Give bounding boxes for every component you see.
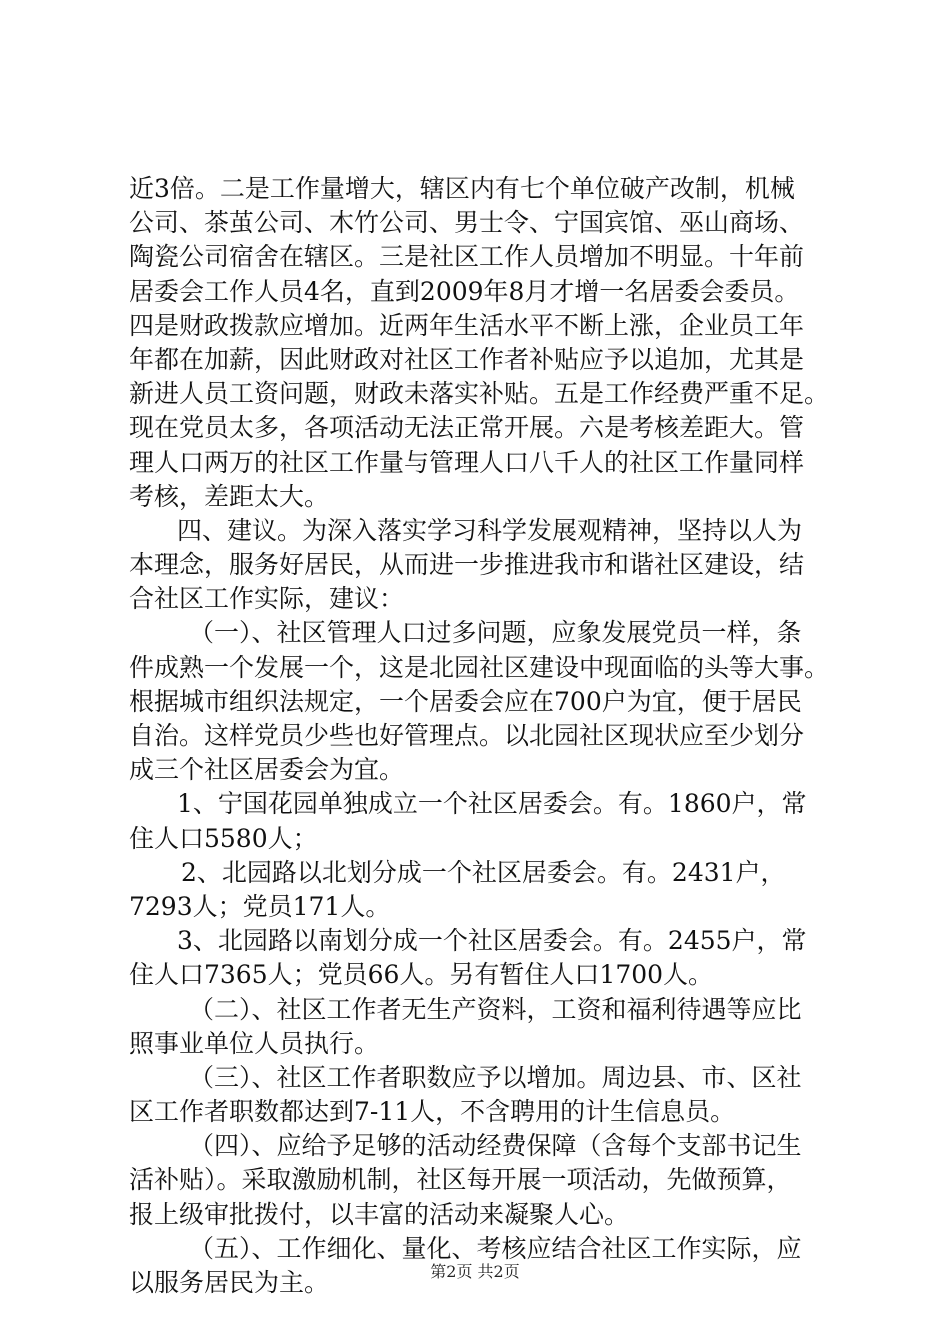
text-line: 理人口两万的社区工作量与管理人口八千人的社区工作量同样 bbox=[129, 447, 805, 477]
item-heading-line: （四）、应给予足够的活动经费保障（含每个支部书记生 bbox=[189, 1131, 802, 1161]
section-heading-line: 四、建议。为深入落实学习科学发展观精神，坚持以人为 bbox=[177, 515, 803, 545]
list-item-line: 1、宁国花园单独成立一个社区居委会。有。1860户，常 bbox=[177, 789, 807, 819]
text-line: 公司、茶茧公司、木竹公司、男士令、宁国宾馆、巫山商场、 bbox=[129, 208, 805, 238]
text-line: 区工作者职数都达到7-11人，不含聘用的计生信息员。 bbox=[129, 1097, 736, 1127]
text-line: 以服务居民为主。 bbox=[129, 1268, 330, 1297]
text-line: 自治。这样党员少些也好管理点。以北园社区现状应至少划分 bbox=[129, 721, 805, 750]
text-line: 本理念，服务好居民，从而进一步推进我市和谐社区建设，结 bbox=[129, 550, 805, 580]
text-line: 合社区工作实际，建议： bbox=[129, 584, 405, 614]
text-line: 住人口7365人；党员66人。另有暂住人口1700人。 bbox=[129, 960, 714, 990]
text-line: 四是财政拨款应增加。近两年生活水平不断上涨，企业员工年 bbox=[129, 310, 805, 340]
text-line: 活补贴）。采取激励机制，社区每开展一项活动，先做预算， bbox=[129, 1165, 792, 1195]
text-line: 件成熟一个发展一个，这是北园社区建设中现面临的头等大事。 bbox=[129, 652, 830, 682]
text-line: 新进人员工资问题，财政未落实补贴。五是工作经费严重不足。 bbox=[129, 379, 830, 409]
text-line: 居委会工作人员4名，直到2009年8月才增一名居委会委员。 bbox=[129, 276, 800, 306]
page-footer: 第2页 共2页 bbox=[430, 1262, 520, 1281]
item-heading-line: （五）、工作细化、量化、考核应结合社区工作实际，应 bbox=[189, 1233, 802, 1263]
text-line: 住人口5580人； bbox=[129, 823, 318, 853]
body-text bbox=[129, 172, 841, 1300]
text-line: 报上级审批拨付，以丰富的活动来凝聚人心。 bbox=[129, 1199, 630, 1229]
text-line: 根据城市组织法规定，一个居委会应在700户为宜，便于居民 bbox=[129, 686, 802, 716]
text-line: 近3倍。二是工作量增大，辖区内有七个单位破产改制，机械 bbox=[129, 174, 795, 203]
item-heading-line: （一）、社区管理人口过多问题，应象发展党员一样，条 bbox=[189, 618, 802, 648]
item-heading-line: （二）、社区工作者无生产资料，工资和福利待遇等应比 bbox=[189, 994, 802, 1024]
text-line: 考核，差距太大。 bbox=[129, 481, 330, 511]
text-line: 成三个社区居委会为宜。 bbox=[129, 755, 405, 785]
list-item-line: 2、北园路以北划分成一个社区居委会。有。2431户， bbox=[181, 857, 786, 887]
item-heading-line: （三）、社区工作者职数应予以增加。周边县、市、区社 bbox=[189, 1062, 802, 1092]
text-line: 年都在加薪，因此财政对社区工作者补贴应予以追加，尤其是 bbox=[129, 344, 805, 374]
text-line: 陶瓷公司宿舍在辖区。三是社区工作人员增加不明显。十年前 bbox=[129, 242, 805, 272]
text-line: 7293人；党员171人。 bbox=[129, 891, 391, 921]
text-line: 照事业单位人员执行。 bbox=[129, 1028, 380, 1058]
list-item-line: 3、北园路以南划分成一个社区居委会。有。2455户，常 bbox=[177, 926, 807, 956]
text-line: 现在党员太多，各项活动无法正常开展。六是考核差距大。管 bbox=[129, 413, 805, 443]
